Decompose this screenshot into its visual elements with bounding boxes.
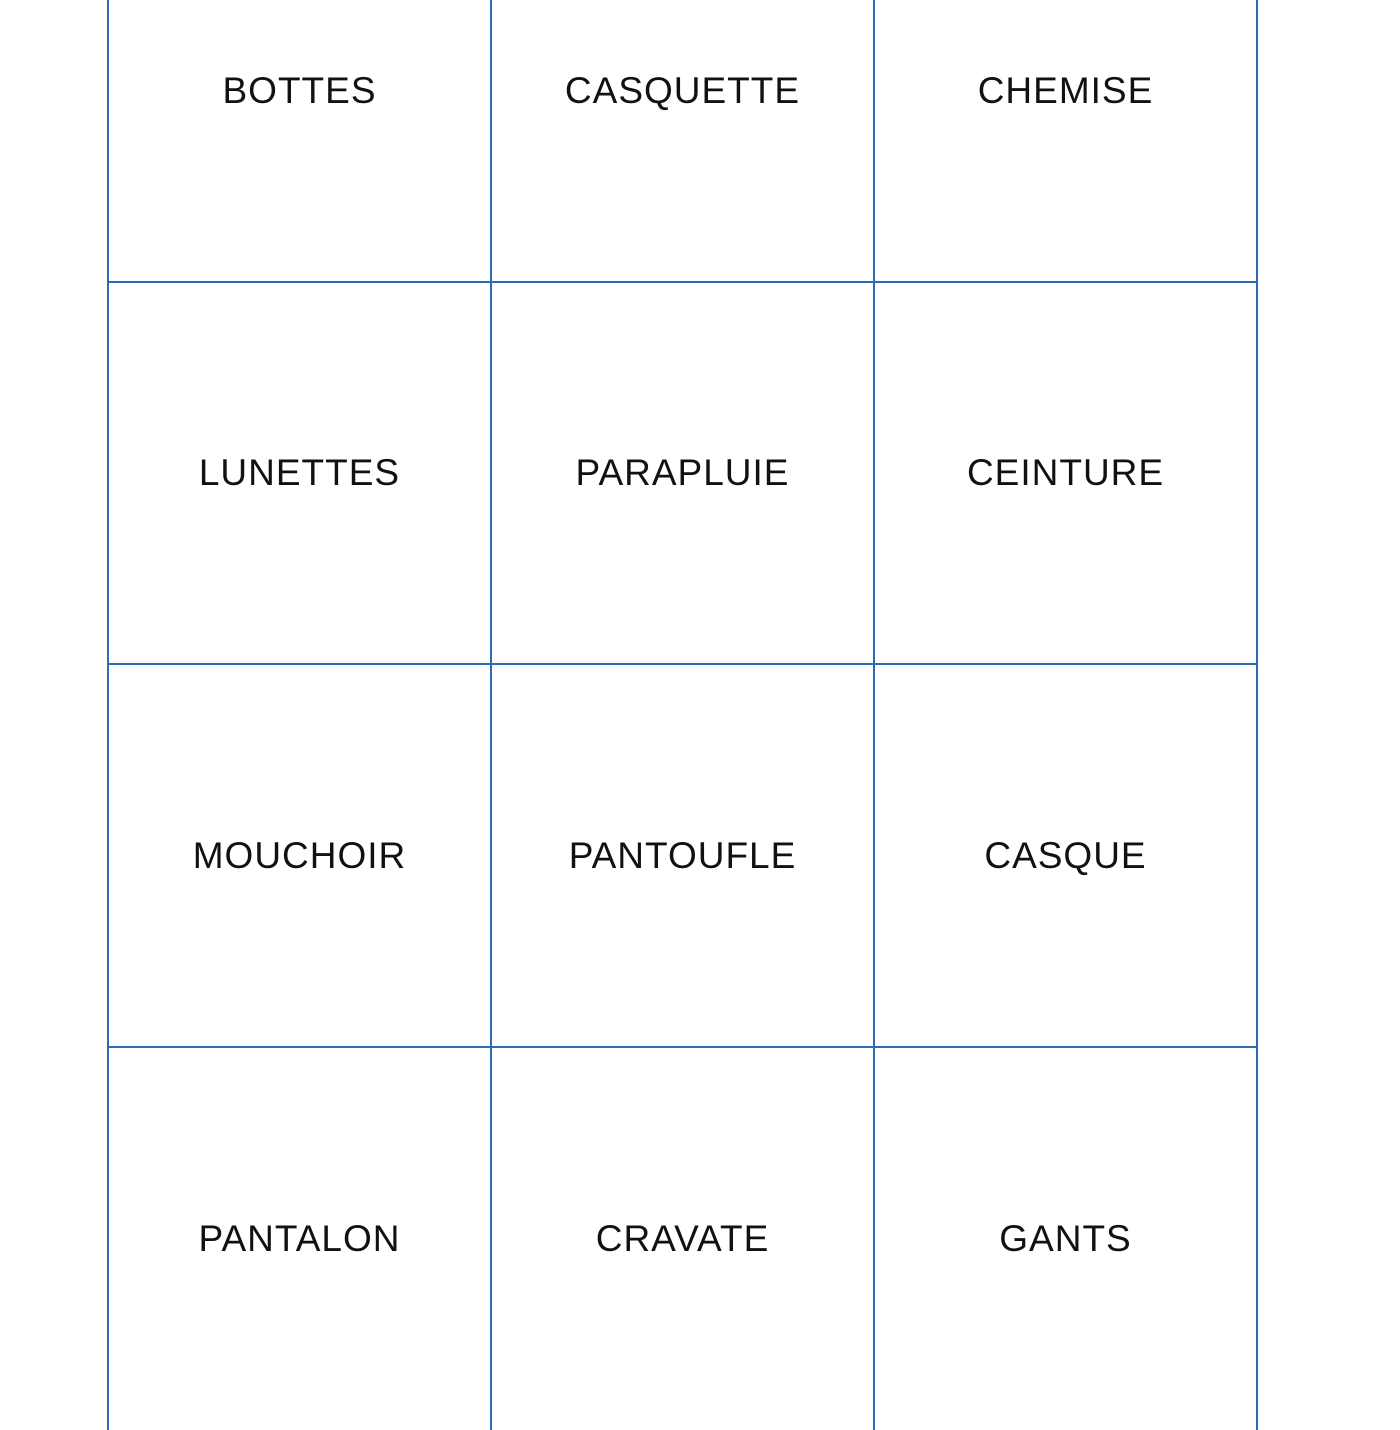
card-bottes [109, 0, 492, 283]
card-gants [875, 1048, 1258, 1430]
card-parapluie [492, 283, 875, 665]
card-label: GANTS [999, 1218, 1132, 1259]
card-casquette [492, 0, 875, 283]
card-grid [107, 0, 1256, 1430]
card-label: PANTOUFLE [568, 834, 797, 876]
card-label: PARAPLUIE [575, 452, 790, 493]
card-label: CASQUETTE [564, 69, 801, 111]
card-label: BOTTES [222, 69, 377, 111]
card-mouchoir [109, 665, 492, 1048]
card-label: MOUCHOIR [192, 834, 407, 876]
card-label: CRAVATE [595, 1218, 770, 1259]
card-label: CEINTURE [966, 452, 1165, 493]
card-pantoufle [492, 665, 875, 1048]
card-cravate [492, 1048, 875, 1430]
card-pantalon [109, 1048, 492, 1430]
card-ceinture [875, 283, 1258, 665]
card-label: CHEMISE [977, 69, 1154, 111]
card-chemise [875, 0, 1258, 283]
card-casque [875, 665, 1258, 1048]
card-lunettes [109, 283, 492, 665]
card-label: CASQUE [984, 834, 1147, 876]
card-label: PANTALON [198, 1218, 401, 1259]
card-label: LUNETTES [198, 452, 401, 493]
